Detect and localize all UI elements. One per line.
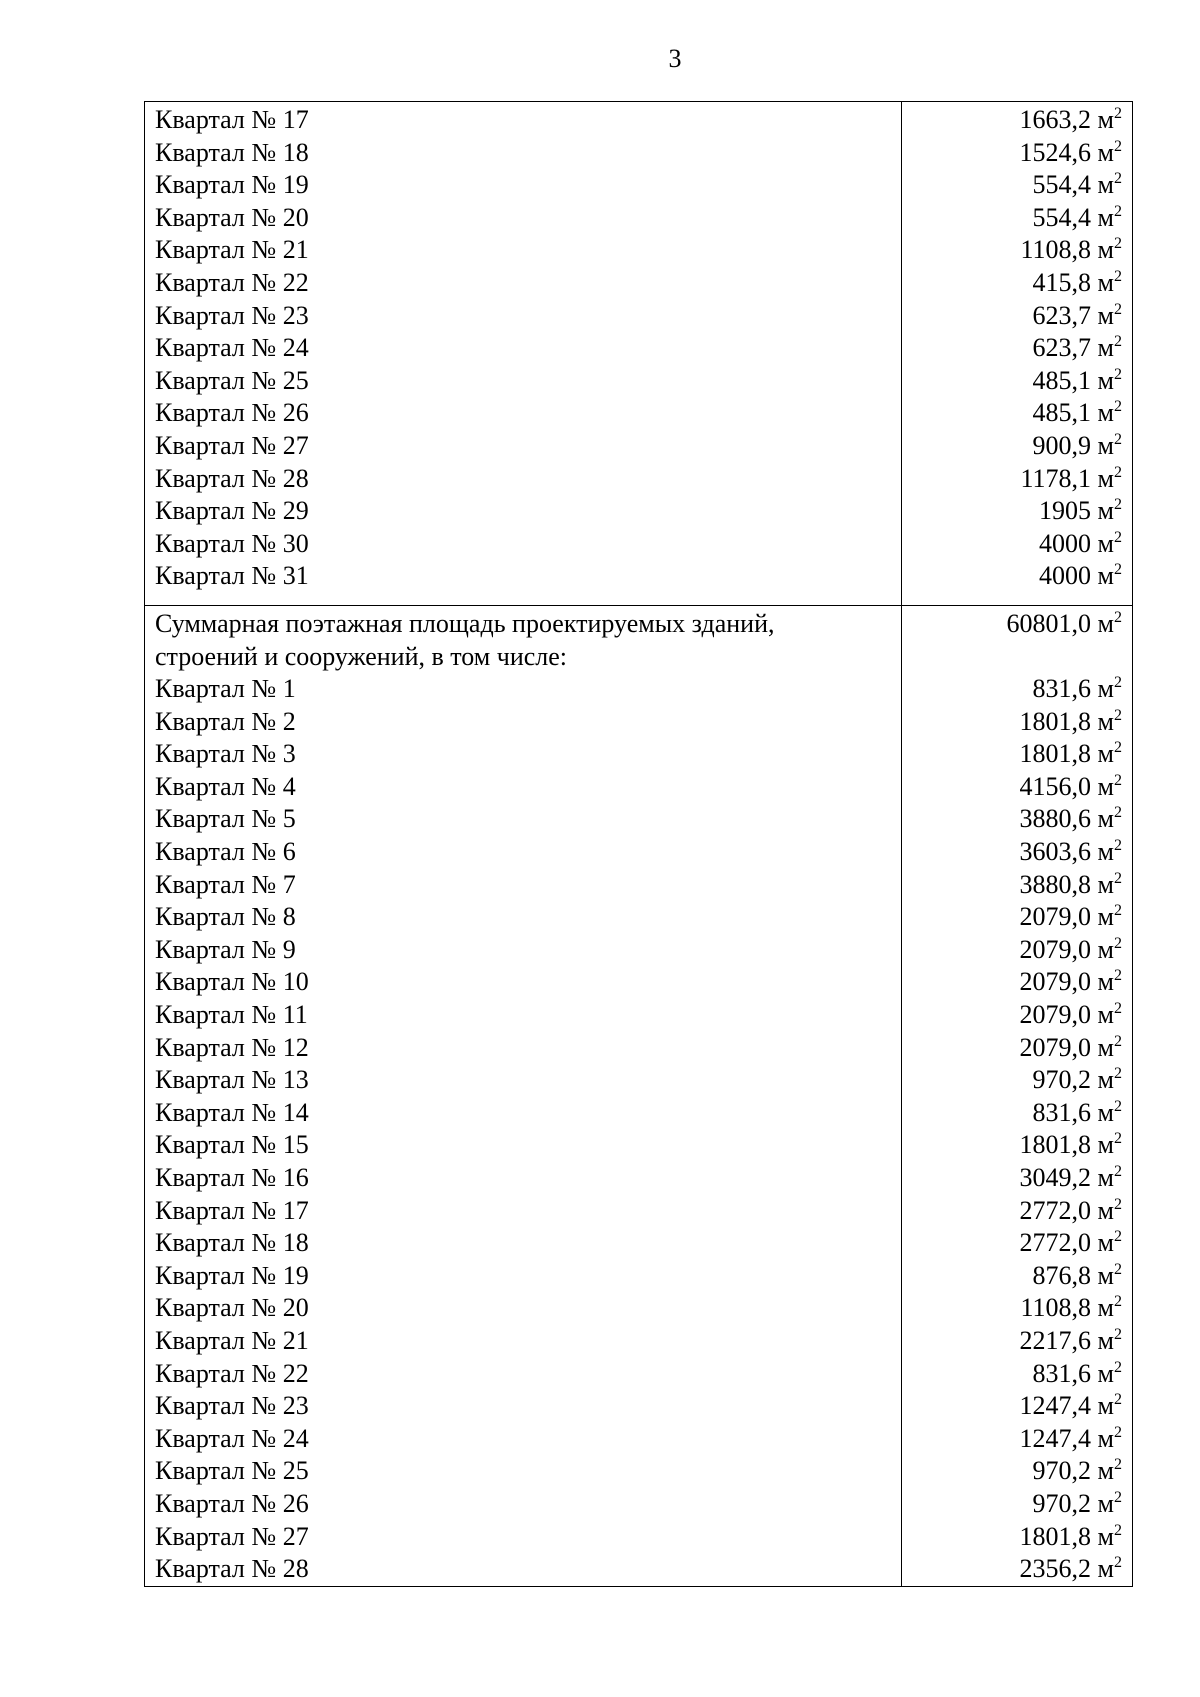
list-item-name: Квартал № 11: [155, 1000, 308, 1030]
list-item-value: [902, 966, 1132, 999]
unit-label: м: [1097, 1554, 1114, 1584]
list-item-name: Квартал № 26: [155, 1488, 309, 1518]
list-item-name: Квартал № 31: [155, 561, 309, 591]
value-number: 485,1: [1032, 365, 1092, 395]
unit-power: 2: [1114, 1228, 1122, 1246]
unit-power: 2: [1114, 1293, 1122, 1311]
unit-label: м: [1097, 1325, 1114, 1355]
blank-line: [902, 641, 1132, 674]
unit-power: 2: [1114, 398, 1122, 416]
unit-label: м: [1097, 398, 1114, 428]
values-cell: [902, 102, 1133, 606]
value-number: 970,2: [1032, 1456, 1092, 1486]
list-item-value: [902, 1227, 1132, 1260]
unit-label: м: [1097, 706, 1114, 736]
list-item-name: Квартал № 19: [155, 170, 309, 200]
list-item-name: Квартал № 22: [155, 1358, 309, 1388]
list-item-value: [902, 738, 1132, 771]
list-item-value: [902, 234, 1132, 267]
list-item-value: [902, 771, 1132, 804]
unit-label: м: [1097, 1521, 1114, 1551]
list-item-name: Квартал № 9: [155, 934, 296, 964]
list-item-value: [902, 169, 1132, 202]
list-item-value: [902, 1292, 1132, 1325]
list-item-value: [902, 463, 1132, 496]
value-number: 3603,6: [1019, 837, 1092, 867]
list-item-value: [902, 1162, 1132, 1195]
names-cell: [145, 605, 902, 1586]
list-item-value: [902, 673, 1132, 706]
list-item-value: [902, 1423, 1132, 1456]
list-item-name: Квартал № 30: [155, 528, 309, 558]
list-item-name: Квартал № 13: [155, 1065, 309, 1095]
area-table: [144, 101, 1133, 1587]
list-item-value: [902, 836, 1132, 869]
list-item-name: Квартал № 24: [155, 1423, 309, 1453]
unit-label: м: [1097, 771, 1114, 801]
list-item-value: [902, 1195, 1132, 1228]
value-number: 900,9: [1032, 430, 1092, 460]
value-number: 60801,0: [1006, 608, 1092, 638]
unit-power: 2: [1114, 430, 1122, 448]
value-number: 970,2: [1032, 1065, 1092, 1095]
value-number: 623,7: [1032, 333, 1092, 363]
list-item-name: Квартал № 12: [155, 1032, 309, 1062]
list-item-value: [902, 1553, 1132, 1586]
unit-label: м: [1097, 1456, 1114, 1486]
list-item-value: [902, 332, 1132, 365]
values-cell: [902, 605, 1133, 1586]
value-number: 2079,0: [1019, 902, 1092, 932]
unit-label: м: [1097, 235, 1114, 265]
value-number: 554,4: [1032, 170, 1092, 200]
list-item-value: [902, 104, 1132, 137]
list-item-value: [902, 137, 1132, 170]
unit-power: 2: [1114, 608, 1122, 626]
unit-label: м: [1097, 804, 1114, 834]
list-item-name: Квартал № 6: [155, 837, 296, 867]
value-number: 1905: [1039, 496, 1092, 526]
unit-label: м: [1097, 1423, 1114, 1453]
value-number: 831,6: [1032, 674, 1092, 704]
unit-label: м: [1097, 1163, 1114, 1192]
unit-label: м: [1097, 300, 1114, 330]
list-item-name: Квартал № 5: [155, 804, 296, 834]
value-number: 1801,8: [1019, 1130, 1092, 1160]
value-number: 3880,6: [1019, 804, 1092, 834]
list-item-name: Квартал № 3: [155, 739, 296, 769]
unit-power: 2: [1114, 333, 1122, 351]
list-item-value: [902, 560, 1132, 593]
unit-power: 2: [1114, 1521, 1122, 1539]
unit-power: 2: [1114, 1391, 1122, 1409]
unit-label: м: [1097, 202, 1114, 232]
value-number: 1108,8: [1020, 235, 1092, 265]
list-item-value: [902, 1129, 1132, 1162]
unit-label: м: [1097, 137, 1114, 167]
unit-label: м: [1097, 1195, 1114, 1225]
unit-power: 2: [1114, 1488, 1122, 1506]
list-item-name: Квартал № 1: [155, 674, 296, 704]
list-item-value: [902, 869, 1132, 902]
list-item-value: [902, 1521, 1132, 1554]
list-item-value: [902, 706, 1132, 739]
unit-label: м: [1097, 608, 1114, 638]
names-cell: [145, 102, 902, 606]
unit-label: м: [1097, 267, 1114, 297]
value-number: 876,8: [1032, 1260, 1092, 1290]
unit-power: 2: [1114, 1163, 1122, 1180]
value-number: 1801,8: [1019, 706, 1092, 736]
unit-label: м: [1097, 1130, 1114, 1160]
table-row-group-1: [145, 102, 1133, 606]
list-item-value: [902, 1260, 1132, 1293]
unit-power: 2: [1114, 170, 1122, 188]
unit-power: 2: [1114, 105, 1122, 122]
list-item-name: Квартал № 16: [155, 1163, 309, 1192]
unit-power: 2: [1114, 934, 1122, 952]
value-number: 2079,0: [1019, 1032, 1092, 1062]
list-item-name: Квартал № 27: [155, 1521, 309, 1551]
unit-label: м: [1097, 170, 1114, 200]
unit-label: м: [1097, 1000, 1114, 1030]
list-item-name: Квартал № 24: [155, 333, 309, 363]
unit-power: 2: [1114, 235, 1122, 253]
unit-power: 2: [1114, 967, 1122, 985]
list-item-value: [902, 430, 1132, 463]
unit-label: м: [1097, 1032, 1114, 1062]
unit-label: м: [1097, 674, 1114, 704]
unit-power: 2: [1114, 267, 1122, 285]
unit-power: 2: [1114, 771, 1122, 789]
list-item-value: [902, 365, 1132, 398]
list-item-name: Квартал № 21: [155, 1325, 309, 1355]
unit-label: м: [1097, 365, 1114, 395]
value-number: 970,2: [1032, 1488, 1092, 1518]
unit-power: 2: [1114, 1456, 1122, 1474]
list-item-value: [902, 901, 1132, 934]
list-item-name: Квартал № 15: [155, 1130, 309, 1160]
value-number: 2772,0: [1019, 1195, 1092, 1225]
value-number: 1108,8: [1020, 1293, 1092, 1323]
list-item-name: Квартал № 23: [155, 300, 309, 330]
list-item-name: Квартал № 29: [155, 496, 309, 526]
unit-power: 2: [1114, 300, 1122, 318]
value-number: 2079,0: [1019, 1000, 1092, 1030]
value-number: 1247,4: [1019, 1391, 1092, 1421]
unit-label: м: [1097, 934, 1114, 964]
unit-label: м: [1097, 1358, 1114, 1388]
unit-power: 2: [1114, 1195, 1122, 1213]
unit-label: м: [1097, 1260, 1114, 1290]
value-number: 1801,8: [1019, 739, 1092, 769]
unit-label: м: [1097, 1097, 1114, 1127]
value-number: 1801,8: [1019, 1521, 1092, 1551]
unit-power: 2: [1114, 1325, 1122, 1343]
value-number: 2079,0: [1019, 934, 1092, 964]
list-item-value: [902, 1488, 1132, 1521]
list-item-value: [902, 1097, 1132, 1130]
list-item-name: Квартал № 27: [155, 430, 309, 460]
unit-label: м: [1097, 430, 1114, 460]
unit-label: м: [1097, 739, 1114, 769]
unit-power: 2: [1114, 496, 1122, 514]
value-number: 4156,0: [1019, 771, 1092, 801]
value-number: 1247,4: [1019, 1423, 1092, 1453]
list-item-value: [902, 803, 1132, 836]
unit-power: 2: [1114, 1358, 1122, 1376]
unit-label: м: [1097, 1488, 1114, 1518]
unit-label: м: [1097, 333, 1114, 363]
unit-label: м: [1097, 1293, 1114, 1323]
list-item-name: Квартал № 25: [155, 365, 309, 395]
list-item-name: Квартал № 4: [155, 771, 296, 801]
unit-power: 2: [1114, 1032, 1122, 1050]
list-item-value: [902, 528, 1132, 561]
unit-power: 2: [1114, 837, 1122, 855]
unit-power: 2: [1114, 674, 1122, 692]
list-item-value: [902, 999, 1132, 1032]
value-number: 1663,2: [1019, 105, 1092, 134]
unit-label: м: [1097, 496, 1114, 526]
unit-label: м: [1097, 1065, 1114, 1095]
unit-power: 2: [1114, 1130, 1122, 1148]
value-number: 4000: [1039, 528, 1092, 558]
value-number: 2079,0: [1019, 967, 1092, 997]
value-number: 831,6: [1032, 1097, 1092, 1127]
table-row-group-2: [145, 605, 1133, 1586]
group-heading-line-2: строений и сооружений, в том числе:: [155, 641, 568, 671]
list-item-name: Квартал № 28: [155, 1554, 309, 1584]
group-total-value: [902, 608, 1132, 641]
unit-label: м: [1097, 1228, 1114, 1258]
list-item-name: Квартал № 21: [155, 235, 309, 265]
list-item-name: Квартал № 26: [155, 398, 309, 428]
value-number: 831,6: [1032, 1358, 1092, 1388]
unit-label: м: [1097, 967, 1114, 997]
unit-power: 2: [1114, 869, 1122, 887]
list-item-name: Квартал № 25: [155, 1456, 309, 1486]
list-item-value: [902, 397, 1132, 430]
unit-power: 2: [1114, 1097, 1122, 1115]
value-number: 2772,0: [1019, 1228, 1092, 1258]
unit-label: м: [1097, 528, 1114, 558]
list-item-value: [902, 495, 1132, 528]
value-number: 2356,2: [1019, 1554, 1092, 1584]
list-item-name: Квартал № 23: [155, 1391, 309, 1421]
list-item-name: Квартал № 22: [155, 267, 309, 297]
unit-power: 2: [1114, 1000, 1122, 1018]
page-number: 3: [668, 44, 682, 73]
unit-power: 2: [1114, 528, 1122, 546]
value-number: 3049,2: [1019, 1163, 1092, 1192]
list-item-name: Квартал № 18: [155, 137, 309, 167]
unit-power: 2: [1114, 463, 1122, 481]
value-number: 623,7: [1032, 300, 1092, 330]
list-item-value: [902, 934, 1132, 967]
unit-power: 2: [1114, 202, 1122, 220]
list-item-name: Квартал № 10: [155, 967, 309, 997]
unit-power: 2: [1114, 1065, 1122, 1083]
list-item-name: Квартал № 2: [155, 706, 296, 736]
value-number: 3880,8: [1019, 869, 1092, 899]
unit-power: 2: [1114, 804, 1122, 822]
value-number: 4000: [1039, 561, 1092, 591]
list-item-name: Квартал № 14: [155, 1097, 309, 1127]
unit-label: м: [1097, 105, 1114, 134]
list-item-name: Квартал № 8: [155, 902, 296, 932]
list-item-value: [902, 202, 1132, 235]
unit-power: 2: [1114, 561, 1122, 579]
list-item-name: Квартал № 7: [155, 869, 296, 899]
list-item-name: Квартал № 17: [155, 1195, 309, 1225]
unit-power: 2: [1114, 706, 1122, 724]
list-item-name: Квартал № 20: [155, 1293, 309, 1323]
value-number: 1178,1: [1020, 463, 1092, 493]
list-item-value: [902, 1325, 1132, 1358]
value-number: 554,4: [1032, 202, 1092, 232]
list-item-name: Квартал № 17: [155, 105, 309, 134]
list-item-name: Квартал № 19: [155, 1260, 309, 1290]
unit-label: м: [1097, 1391, 1114, 1421]
list-item-name: Квартал № 28: [155, 463, 309, 493]
unit-label: м: [1097, 837, 1114, 867]
unit-power: 2: [1114, 365, 1122, 383]
unit-power: 2: [1114, 1554, 1122, 1572]
value-number: 485,1: [1032, 398, 1092, 428]
unit-power: 2: [1114, 1423, 1122, 1441]
unit-label: м: [1097, 902, 1114, 932]
list-item-name: Квартал № 20: [155, 202, 309, 232]
list-item-value: [902, 1032, 1132, 1065]
unit-label: м: [1097, 869, 1114, 899]
list-item-name: Квартал № 18: [155, 1228, 309, 1258]
unit-power: 2: [1114, 1260, 1122, 1278]
list-item-value: [902, 300, 1132, 333]
value-number: 1524,6: [1019, 137, 1092, 167]
list-item-value: [902, 1455, 1132, 1488]
list-item-value: [902, 267, 1132, 300]
unit-power: 2: [1114, 137, 1122, 155]
value-number: 415,8: [1032, 267, 1092, 297]
list-item-value: [902, 1390, 1132, 1423]
unit-power: 2: [1114, 739, 1122, 757]
list-item-value: [902, 1064, 1132, 1097]
list-item-value: [902, 1358, 1132, 1391]
unit-label: м: [1097, 463, 1114, 493]
unit-power: 2: [1114, 902, 1122, 920]
group-heading-line-1: Суммарная поэтажная площадь проектируемых зданий,: [155, 608, 775, 638]
value-number: 2217,6: [1019, 1325, 1092, 1355]
unit-label: м: [1097, 561, 1114, 591]
